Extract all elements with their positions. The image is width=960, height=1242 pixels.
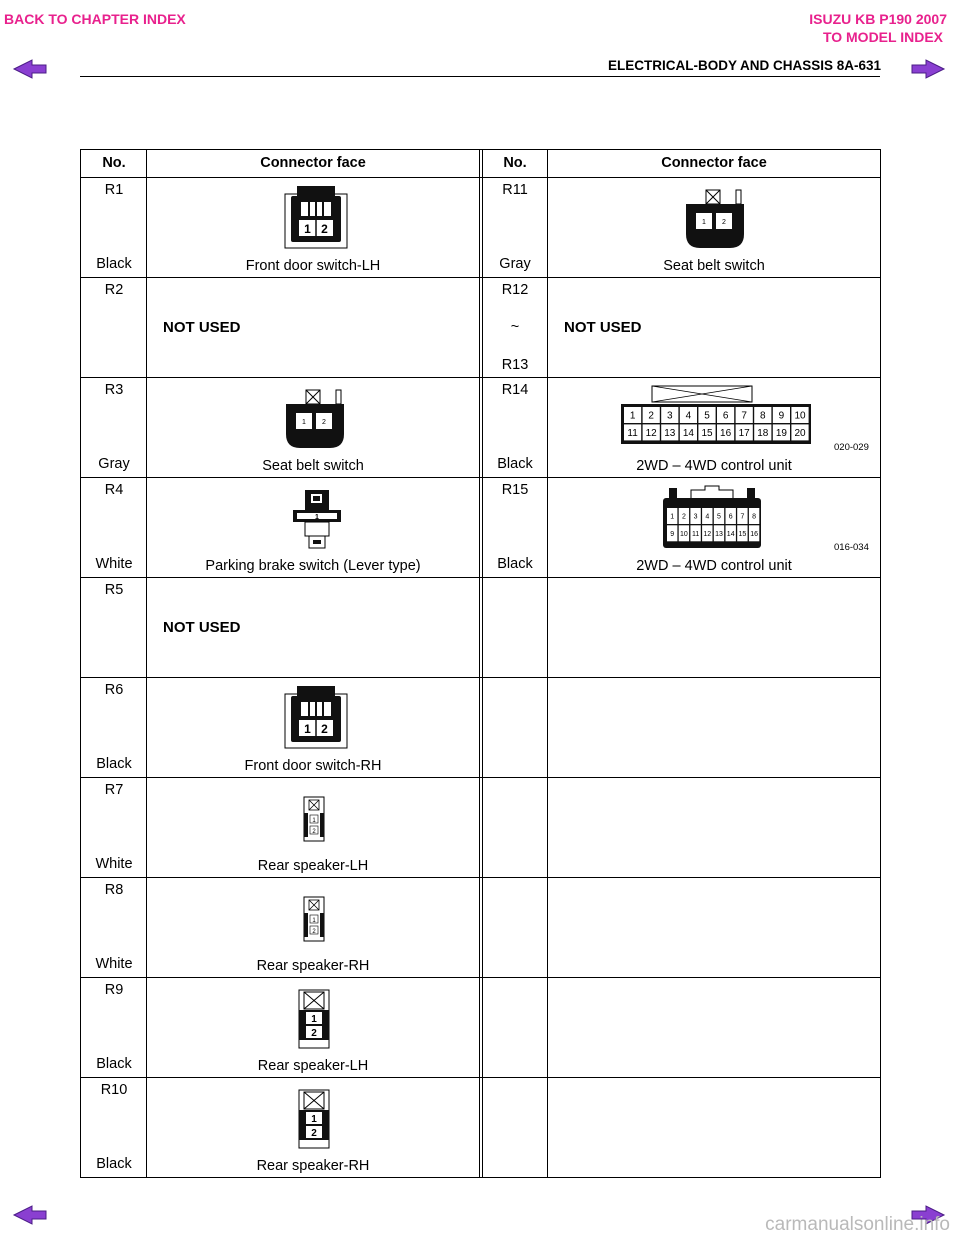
svg-text:1: 1 [312, 818, 316, 824]
speaker-large-connector-icon [297, 988, 331, 1050]
connector-description: 2WD – 4WD control unit [636, 558, 792, 574]
pin-number: 2 [648, 410, 654, 422]
connector-number: R11 [502, 182, 528, 198]
wire-color: Black [497, 556, 533, 572]
seat-belt-connector-icon [286, 388, 346, 450]
not-used-label: NOT USED [163, 319, 241, 336]
wire-color: Gray [499, 256, 531, 272]
connector-number: R10 [100, 1082, 128, 1098]
wire-color: White [95, 956, 133, 972]
svg-text:1: 1 [304, 722, 311, 736]
pin-number: 10 [794, 410, 806, 422]
wire-color: Gray [98, 456, 130, 472]
connector-description: Rear speaker-RH [256, 1158, 370, 1174]
connector-number: R12 [501, 282, 529, 298]
svg-text:1: 1 [315, 514, 319, 521]
pin-number: 8 [752, 513, 757, 521]
to-model-index-link[interactable]: TO MODEL INDEX [822, 29, 943, 45]
header-no-right: No. [503, 155, 527, 171]
svg-text:1: 1 [311, 1114, 317, 1125]
pin-number: 9 [670, 530, 675, 538]
connector-number: R8 [104, 882, 124, 898]
page-title: ELECTRICAL-BODY AND CHASSIS 8A-631 [607, 58, 881, 73]
connector-number: R1 [104, 182, 124, 198]
connector-number: R2 [104, 282, 124, 298]
pin-number: 11 [627, 428, 638, 439]
row-divider [81, 1077, 880, 1078]
pin-number: 16 [720, 428, 732, 439]
col-divider [479, 150, 480, 1177]
row-divider [81, 377, 880, 378]
connector-number: R5 [104, 582, 124, 598]
connector-number: R14 [501, 382, 529, 398]
col-divider [482, 150, 483, 1177]
connector-description: Rear speaker-LH [257, 1058, 369, 1074]
pin-number: 18 [757, 428, 769, 439]
wire-color: Black [96, 756, 132, 772]
connector-number: R4 [104, 482, 124, 498]
svg-text:1: 1 [302, 419, 306, 426]
pin-number: 4 [705, 513, 710, 521]
pin-number: 3 [667, 410, 673, 422]
pin-number: 19 [775, 428, 787, 439]
svg-text:2: 2 [311, 1128, 317, 1139]
pin-number: 15 [738, 530, 747, 538]
pin-number: 7 [741, 410, 747, 422]
connector-number: R15 [501, 482, 529, 498]
speaker-small-connector-icon [302, 795, 326, 843]
header-rule [80, 76, 880, 77]
svg-text:2: 2 [312, 829, 316, 835]
row-divider [81, 877, 880, 878]
connector-description: Front door switch-RH [244, 758, 382, 774]
row-divider [81, 577, 880, 578]
pin-number: 1 [670, 513, 675, 521]
back-to-chapter-index-link[interactable]: BACK TO CHAPTER INDEX [4, 11, 186, 27]
previous-page-arrow-bottom-icon[interactable] [12, 1204, 48, 1226]
connector-description: Rear speaker-RH [256, 958, 370, 974]
figure-number: 020-029 [834, 442, 869, 453]
connector-description: 2WD – 4WD control unit [636, 458, 792, 474]
sixteen-pin-connector-icon [661, 484, 763, 550]
pin-number: 10 [680, 530, 688, 538]
svg-text:2: 2 [321, 222, 328, 236]
not-used-label: NOT USED [564, 319, 642, 336]
row-divider [81, 677, 880, 678]
speaker-large-connector-icon [297, 1088, 331, 1150]
pin-number: 7 [740, 513, 745, 521]
pin-number: 1 [629, 410, 636, 422]
svg-text:1: 1 [311, 1014, 317, 1025]
pin-number: 5 [704, 410, 710, 422]
row-divider [81, 977, 880, 978]
svg-text:1: 1 [304, 222, 311, 236]
parking-brake-connector-icon [291, 488, 343, 552]
next-page-arrow-icon[interactable] [910, 58, 946, 80]
pin-number: 5 [717, 513, 721, 521]
connector-description: Parking brake switch (Lever type) [205, 558, 421, 574]
not-used-label: NOT USED [163, 619, 241, 636]
col-divider [547, 150, 548, 1177]
row-divider [81, 277, 880, 278]
wire-color: White [95, 856, 133, 872]
twenty-pin-connector-icon [619, 384, 813, 446]
pin-number: 20 [794, 428, 806, 439]
pin-number: 6 [728, 513, 733, 521]
pin-number: 15 [701, 428, 713, 439]
col-divider [146, 150, 147, 1177]
pin-number: 13 [664, 428, 676, 439]
door-switch-connector-icon [283, 184, 349, 250]
pin-number: 11 [691, 530, 700, 538]
speaker-small-connector-icon [302, 895, 326, 943]
svg-text:1: 1 [312, 918, 316, 924]
wire-color: Black [96, 256, 132, 272]
model-name-link[interactable]: ISUZU KB P190 2007 [809, 11, 947, 27]
figure-number: 016-034 [834, 542, 869, 553]
wire-color: Black [96, 1156, 132, 1172]
connector-number: R3 [104, 382, 124, 398]
connector-description: Rear speaker-LH [257, 858, 369, 874]
svg-text:2: 2 [311, 1028, 317, 1039]
pin-number: 12 [703, 530, 712, 538]
row-divider [81, 477, 880, 478]
connector-description: Front door switch-LH [245, 258, 381, 274]
svg-text:2: 2 [722, 219, 726, 226]
header-connector-face-right: Connector face [661, 155, 767, 171]
pin-number: 6 [722, 410, 729, 422]
row-divider [81, 177, 880, 178]
row-divider [81, 777, 880, 778]
svg-text:2: 2 [312, 929, 316, 935]
pin-number: 12 [645, 428, 657, 439]
wire-color: Black [497, 456, 533, 472]
connector-number: R7 [104, 782, 124, 798]
range-tilde: ~ [510, 319, 520, 335]
connector-number: R6 [104, 682, 124, 698]
pin-number: 13 [715, 530, 723, 538]
connector-table [80, 149, 881, 1178]
svg-text:2: 2 [322, 419, 326, 426]
pin-number: 14 [682, 428, 694, 439]
connector-number: R9 [104, 982, 124, 998]
pin-number: 3 [693, 513, 698, 521]
pin-number: 17 [738, 428, 750, 439]
pin-number: 14 [726, 530, 735, 538]
connector-description: Seat belt switch [663, 258, 765, 274]
door-switch-connector-icon [283, 684, 349, 750]
svg-text:1: 1 [702, 219, 706, 226]
seat-belt-connector-icon [686, 188, 746, 250]
footer-watermark: carmanualsonline.info [765, 1214, 950, 1235]
header-connector-face-left: Connector face [260, 155, 366, 171]
connector-description: Seat belt switch [262, 458, 364, 474]
pin-number: 4 [685, 410, 692, 422]
wire-color: Black [96, 1056, 132, 1072]
previous-page-arrow-icon[interactable] [12, 58, 48, 80]
connector-number: R13 [501, 357, 529, 373]
pin-number: 8 [760, 410, 766, 422]
wire-color: White [95, 556, 133, 572]
pin-number: 2 [681, 513, 686, 521]
pin-number: 9 [778, 410, 785, 422]
pin-number: 16 [750, 530, 758, 538]
svg-text:2: 2 [321, 722, 328, 736]
header-no-left: No. [102, 155, 126, 171]
